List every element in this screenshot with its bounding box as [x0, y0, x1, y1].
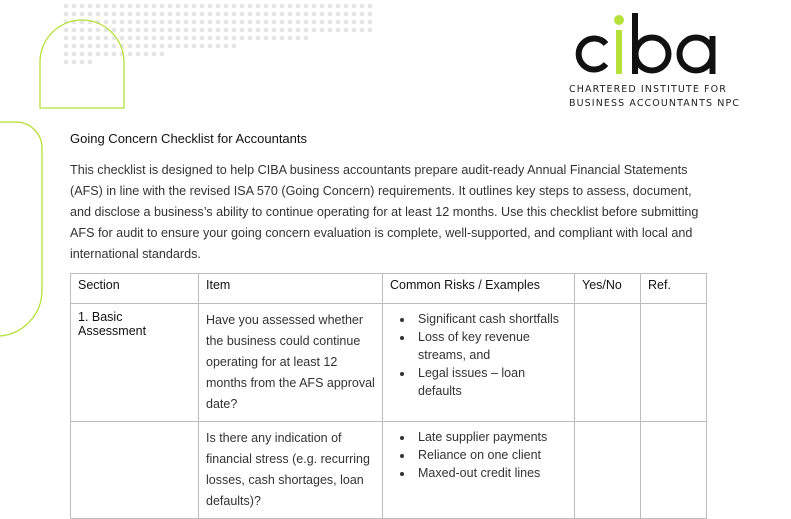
risk-list-item: • Significant cash shortfalls — [414, 310, 567, 328]
risk-list-item: • Late supplier payments — [414, 428, 567, 446]
section-cell — [71, 422, 199, 519]
table-row — [71, 422, 707, 519]
logo-subtitle-line2: BUSINESS ACCOUNTANTS NPC — [569, 98, 741, 109]
checklist-table — [70, 273, 707, 519]
table-header-row — [71, 274, 707, 304]
yes-no-cell[interactable] — [575, 304, 641, 422]
section-cell: 1. Basic Assessment — [71, 304, 199, 422]
item-cell: Have you assessed whether the business could continue operating for at least 12 months from the AFS approval date? — [199, 304, 383, 422]
table-row — [71, 304, 707, 422]
risk-list-item: • Maxed-out credit lines — [414, 464, 567, 482]
ciba-logo-mark — [566, 10, 726, 82]
accent-arc-shape — [0, 122, 42, 336]
column-header-ref: Ref. — [641, 274, 707, 304]
risk-list-item: • Legal issues – loan defaults — [414, 364, 567, 400]
logo-subtitle-line1: CHARTERED INSTITUTE FOR — [569, 84, 727, 95]
document-title: Going Concern Checklist for Accountants — [70, 131, 308, 146]
risks-cell — [383, 304, 575, 422]
ref-cell[interactable] — [641, 422, 707, 519]
intro-paragraph: This checklist is designed to help CIBA business accountants prepare audit-ready Annual Financial Statements (AFS) in line with the revised ISA 570 (Going Concern) requirements. It outlines key steps to assess, document, and disclose a business’s ability to continue operating for at least 12 months. Use this checklist before submitting AFS for audit to ensure your going concern evaluation is complete, well-supported, and compliant with local and international standards. — [70, 163, 699, 261]
item-cell: Is there any indication of financial stress (e.g. recurring losses, cash shortages, loan defaults)? — [199, 422, 383, 519]
column-header-yes-no: Yes/No — [575, 274, 641, 304]
column-header-item: Item — [199, 274, 383, 304]
yes-no-cell[interactable] — [575, 422, 641, 519]
column-header-risks: Common Risks / Examples — [383, 274, 575, 304]
risk-list-item: • Loss of key revenue streams, and — [414, 328, 567, 364]
ciba-logo — [566, 10, 741, 110]
column-header-section: Section — [71, 274, 199, 304]
risks-list — [390, 310, 567, 400]
risk-list-item: • Reliance on one client — [414, 446, 567, 464]
risks-cell — [383, 422, 575, 519]
dot-pattern — [64, 4, 373, 65]
ref-cell[interactable] — [641, 304, 707, 422]
risks-list — [390, 428, 567, 482]
